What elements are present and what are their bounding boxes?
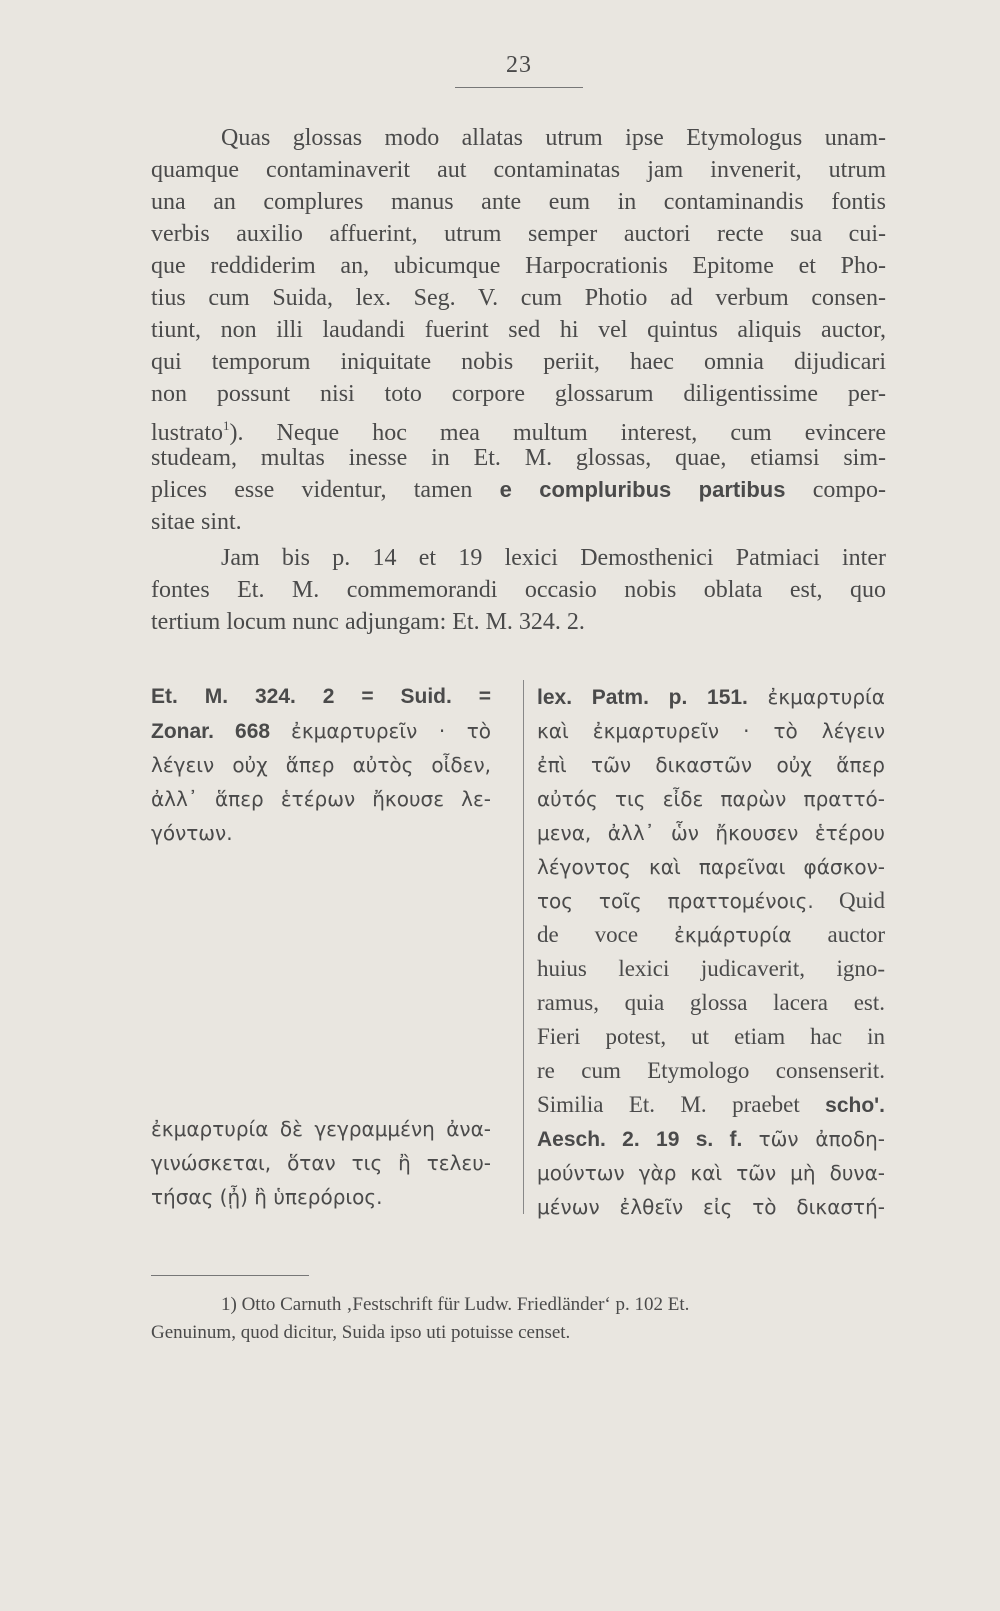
body-text: compo- [785, 477, 887, 503]
footnote-line: Genuinum, quod dicitur, Suida ipso uti potuisse censet. [151, 1322, 571, 1343]
right-line: ἐπὶ τῶν δικαστῶν οὐχ ἅπερ [537, 753, 885, 777]
right-line: μενα, ἀλλ᾽ ὧν ἤκουσεν ἑτέρου [537, 821, 885, 845]
body-text: lustrato [151, 420, 223, 446]
body-line: tius cum Suida, lex. Seg. V. cum Photio ad verbum consen- [151, 285, 886, 311]
footnote-marker[interactable]: 1 [223, 418, 230, 433]
column-divider [523, 680, 524, 1214]
body-line: tiunt, non illi laudandi fuerint sed hi vel quintus aliquis auctor, [151, 317, 886, 343]
latin-text: auctor [827, 922, 886, 947]
greek-text: ἐκμαρτυρεῖν · τὸ [291, 719, 491, 743]
left-line: γινώσκεται, ὅταν τις ἢ τελευ- [151, 1151, 491, 1175]
body-text: plices esse videntur, tamen [151, 477, 500, 503]
page-number: 23 [455, 52, 583, 88]
left-line: Et. M. 324. 2 = Suid. = [151, 685, 491, 708]
right-line: huius lexici judicaverit, igno- [537, 956, 885, 981]
right-line: αὐτός τις εἶδε παρὼν πραττό- [537, 787, 885, 811]
right-line [537, 1122, 885, 1157]
right-line [537, 884, 885, 918]
right-line: re cum Etymologo consenserit. [537, 1058, 885, 1083]
body-line: quamque contaminaverit aut contaminatas jam invenerit, utrum [151, 157, 886, 183]
left-line: τήσας (ᾖ) ἢ ὑπερόριος. [151, 1185, 383, 1209]
right-line: Fieri potest, ut etiam hac in [537, 1024, 885, 1049]
footnote-rule [151, 1275, 309, 1276]
left-line: ἀλλ᾽ ἅπερ ἑτέρων ἤκουσε λε- [151, 787, 491, 811]
greek-text: ἐκμαρτυρία [767, 685, 885, 709]
right-line: ramus, quia glossa lacera est. [537, 990, 885, 1015]
greek-text: ἐκμάρτυρία [674, 923, 792, 947]
greek-text: τος τοῖς πραττομένοις. [537, 889, 814, 913]
body-line: sitae sint. [151, 509, 242, 535]
left-line: ἐκμαρτυρία δὲ γεγραμμένη ἀνα- [151, 1117, 491, 1141]
body-line: verbis auxilio affuerint, utrum semper auctori recte sua cui- [151, 221, 886, 247]
left-line: λέγειν οὐχ ἅπερ αὐτὸς οἶδεν, [151, 753, 491, 777]
body-line: tertium locum nunc adjungam: Et. M. 324. 2. [151, 609, 585, 635]
body-line: una an complures manus ante eum in contaminandis fontis [151, 189, 886, 215]
body-line: que reddiderim an, ubicumque Harpocrationis Epitome et Pho- [151, 253, 886, 279]
left-line: γόντων. [151, 821, 233, 845]
latin-text: de voce [537, 922, 639, 947]
body-line [151, 475, 886, 505]
right-line: καὶ ἐκμαρτυρεῖν · τὸ λέγειν [537, 719, 885, 743]
source-ref: Aesch. 2. 19 s. f. [537, 1128, 743, 1151]
body-line: fontes Et. M. commemorandi occasio nobis oblata est, quo [151, 577, 886, 603]
right-line: μένων ἐλθεῖν εἰς τὸ δικαστή- [537, 1195, 885, 1219]
body-line: qui temporum iniquitate nobis periit, haec omnia dijudicari [151, 349, 886, 375]
body-line: non possunt nisi toto corpore glossarum diligentissime per- [151, 381, 886, 407]
footnote-line: 1) Otto Carnuth ‚Festschrift für Ludw. Friedländer‘ p. 102 Et. [221, 1294, 690, 1315]
source-ref: scho'. [825, 1094, 886, 1117]
source-ref: Zonar. 668 [151, 720, 271, 743]
body-line: Jam bis p. 14 et 19 lexici Demosthenici Patmiaci inter [221, 545, 886, 571]
right-line: λέγοντος καὶ παρεῖναι φάσκον- [537, 855, 885, 879]
right-line [537, 1088, 885, 1123]
left-line [151, 714, 491, 749]
right-line [537, 680, 885, 715]
body-text: ). Neque hoc mea multum interest, cum evincere [229, 420, 886, 446]
emphasis-text: e compluribus partibus [499, 477, 786, 502]
body-line: studeam, multas inesse in Et. M. glossas, quae, etiamsi sim- [151, 445, 886, 471]
source-ref: lex. Patm. p. 151. [537, 686, 748, 709]
latin-text: Quid [839, 888, 885, 913]
right-line [537, 918, 885, 952]
body-line: Quas glossas modo allatas utrum ipse Etymologus unam- [221, 125, 886, 151]
latin-text: Similia Et. M. praebet [537, 1092, 800, 1117]
right-line: μούντων γὰρ καὶ τῶν μὴ δυνα- [537, 1161, 885, 1185]
greek-text: τῶν ἀποδη- [758, 1127, 885, 1151]
